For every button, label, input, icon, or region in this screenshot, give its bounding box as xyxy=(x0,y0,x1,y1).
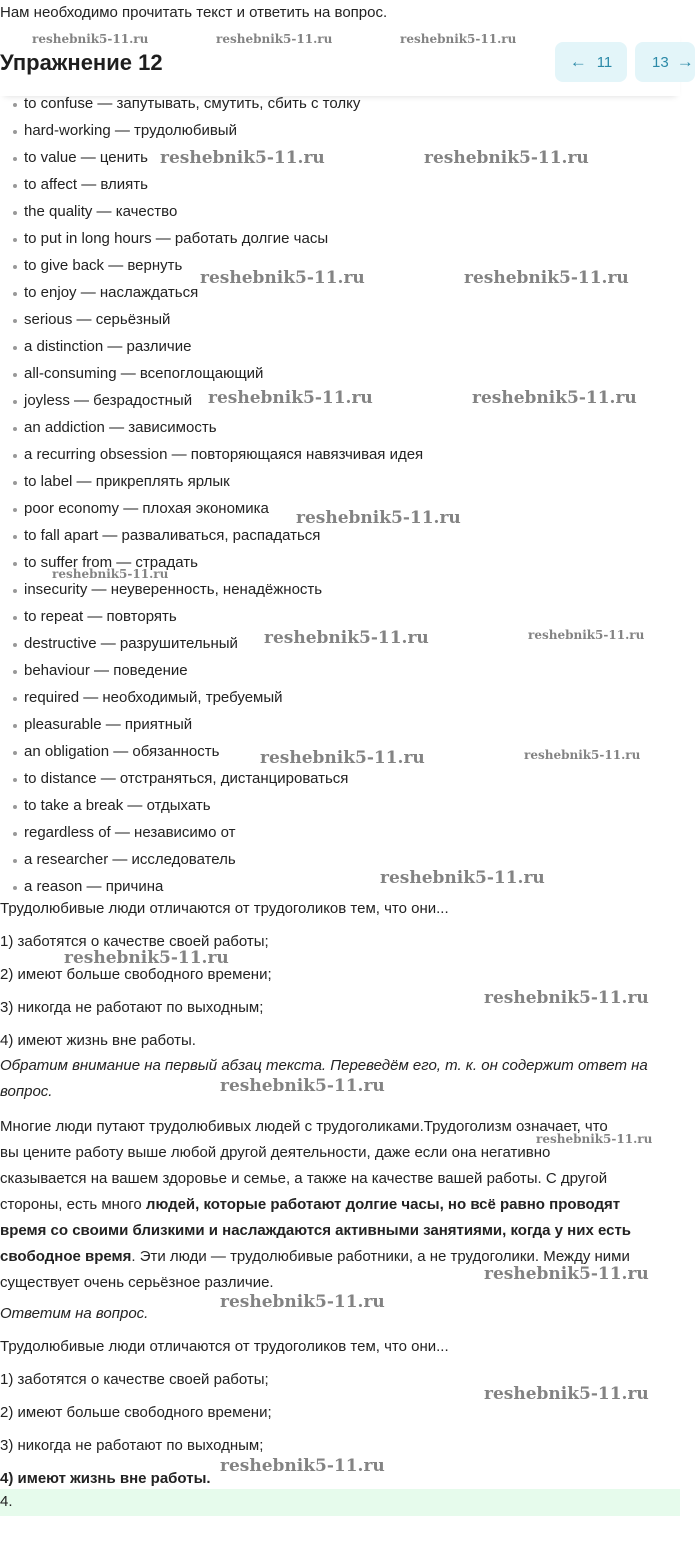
paragraph-text: стороны, есть много xyxy=(0,1196,146,1213)
vocab-item: a researcher — исследователь xyxy=(0,850,423,877)
next-exercise-button[interactable] xyxy=(635,42,695,82)
arrow-left-icon: ← xyxy=(569,52,587,71)
answer-box xyxy=(0,1489,680,1516)
watermark: reshebnik5-11.ru xyxy=(484,988,649,1008)
vocab-item: to give back — вернуть xyxy=(0,256,423,283)
paragraph-highlight: время со своими близкими и наслаждаются активными занятиями, когда у них есть xyxy=(0,1222,632,1239)
watermark: reshebnik5-11.ru xyxy=(528,628,645,642)
question-option-repeat: 2) имеют больше свободного времени; xyxy=(0,1404,272,1421)
watermark: reshebnik5-11.ru xyxy=(32,32,149,46)
watermark: reshebnik5-11.ru xyxy=(64,948,229,968)
question-option: 3) никогда не работают по выходным; xyxy=(0,999,264,1016)
question-option-repeat: 1) заботятся о качестве своей работы; xyxy=(0,1371,269,1388)
vocab-item: to confuse — запутывать, смутить, сбить с толку xyxy=(0,94,423,121)
arrow-right-icon: → xyxy=(676,52,694,71)
vocab-item: serious — серьёзный xyxy=(0,310,423,337)
translated-paragraph xyxy=(0,1114,680,1296)
vocabulary-list xyxy=(0,94,423,904)
paragraph-line: существует очень серьёзное различие. xyxy=(0,1274,274,1291)
vocab-item: to take a break — отдыхать xyxy=(0,796,423,823)
vocab-item: to put in long hours — работать долгие часы xyxy=(0,229,423,256)
watermark: reshebnik5-11.ru xyxy=(380,868,545,888)
paragraph-line: вы цените работу выше любой другой деятельности, даже если она негативно xyxy=(0,1144,551,1161)
vocab-item: to repeat — повторять xyxy=(0,607,423,634)
paragraph-text: . Эти люди — трудолюбивые работники, а не трудоголики. Между ними xyxy=(131,1248,630,1265)
watermark: reshebnik5-11.ru xyxy=(264,628,429,648)
vocab-item: regardless of — независимо от xyxy=(0,823,423,850)
watermark: reshebnik5-11.ru xyxy=(200,268,365,288)
watermark: reshebnik5-11.ru xyxy=(524,748,641,762)
prev-exercise-label: 11 xyxy=(596,53,613,71)
question-option: 1) заботятся о качестве своей работы; xyxy=(0,933,269,950)
watermark: reshebnik5-11.ru xyxy=(52,567,169,581)
watermark: reshebnik5-11.ru xyxy=(220,1456,385,1476)
vocab-item: pleasurable — приятный xyxy=(0,715,423,742)
vocab-item: behaviour — поведение xyxy=(0,661,423,688)
vocab-item: a recurring obsession — повторяющаяся навязчивая идея xyxy=(0,445,423,472)
watermark: reshebnik5-11.ru xyxy=(208,388,373,408)
vocab-item: an obligation — обязанность xyxy=(0,742,423,769)
question-stem: Трудолюбивые люди отличаются от трудоголиков тем, что они... xyxy=(0,900,449,917)
watermark: reshebnik5-11.ru xyxy=(160,148,325,168)
watermark: reshebnik5-11.ru xyxy=(424,148,589,168)
vocab-item: to affect — влиять xyxy=(0,175,423,202)
vocab-item: all-consuming — всепоглощающий xyxy=(0,364,423,391)
paragraph-line xyxy=(0,1192,680,1218)
watermark: reshebnik5-11.ru xyxy=(472,388,637,408)
paragraph-line xyxy=(0,1244,680,1270)
paragraph-highlight: людей, которые работают долгие часы, но всё равно проводят xyxy=(145,1196,621,1213)
vocab-item: insecurity — неуверенность, ненадёжность xyxy=(0,580,423,607)
task-intro: Нам необходимо прочитать текст и ответить на вопрос. xyxy=(0,4,388,21)
watermark: reshebnik5-11.ru xyxy=(260,748,425,768)
watermark: reshebnik5-11.ru xyxy=(484,1384,649,1404)
watermark: reshebnik5-11.ru xyxy=(400,32,517,46)
vocab-item: to distance — отстраняться, дистанцироваться xyxy=(0,769,423,796)
watermark: reshebnik5-11.ru xyxy=(464,268,629,288)
question-stem-repeat: Трудолюбивые люди отличаются от трудоголиков тем, что они... xyxy=(0,1338,449,1355)
exercise-title: Упражнение 12 xyxy=(0,50,163,75)
question-option-repeat: 3) никогда не работают по выходным; xyxy=(0,1437,264,1454)
correct-option: 4) имеют жизнь вне работы. xyxy=(0,1470,211,1487)
vocab-item: to value — ценить xyxy=(0,148,423,175)
question-option: 2) имеют больше свободного времени; xyxy=(0,966,272,983)
vocab-item: an addiction — зависимость xyxy=(0,418,423,445)
paragraph-highlight: свободное время xyxy=(0,1248,132,1265)
vocab-item: required — необходимый, требуемый xyxy=(0,688,423,715)
answer-note: Ответим на вопрос. xyxy=(0,1305,149,1322)
vocab-item: a distinction — различие xyxy=(0,337,423,364)
vocab-item: to fall apart — разваливаться, распадаться xyxy=(0,526,423,553)
next-exercise-label: 13 xyxy=(652,53,669,71)
watermark: reshebnik5-11.ru xyxy=(536,1132,653,1146)
vocab-item: a reason — причина xyxy=(0,877,423,904)
explanation-note: Обратим внимание на первый абзац текста. Переведём его, т. к. он содержит ответ на xyxy=(0,1057,648,1074)
vocab-item: destructive — разрушительный xyxy=(0,634,423,661)
explanation-note-cont: вопрос. xyxy=(0,1083,53,1100)
watermark: reshebnik5-11.ru xyxy=(296,508,461,528)
question-option: 4) имеют жизнь вне работы. xyxy=(0,1032,196,1049)
vocab-item: to suffer from — страдать xyxy=(0,553,423,580)
vocab-item: to enjoy — наслаждаться xyxy=(0,283,423,310)
watermark: reshebnik5-11.ru xyxy=(484,1264,649,1284)
vocab-item: to label — прикреплять ярлык xyxy=(0,472,423,499)
vocab-item: joyless — безрадостный xyxy=(0,391,423,418)
prev-exercise-button[interactable] xyxy=(555,42,627,82)
paragraph-line: Многие люди путают трудолюбивых людей с трудоголиками.Трудоголизм означает, что xyxy=(0,1118,608,1135)
vocab-item: hard-working — трудолюбивый xyxy=(0,121,423,148)
answer-value: 4. xyxy=(0,1493,13,1510)
watermark: reshebnik5-11.ru xyxy=(220,1076,385,1096)
paragraph-line: сказывается на вашем здоровье и семье, а также на качестве вашей работы. С другой xyxy=(0,1170,608,1187)
watermark: reshebnik5-11.ru xyxy=(220,1292,385,1312)
paragraph-line xyxy=(0,1218,680,1244)
vocab-item: the quality — качество xyxy=(0,202,423,229)
watermark: reshebnik5-11.ru xyxy=(216,32,333,46)
vocab-item: poor economy — плохая экономика xyxy=(0,499,423,526)
